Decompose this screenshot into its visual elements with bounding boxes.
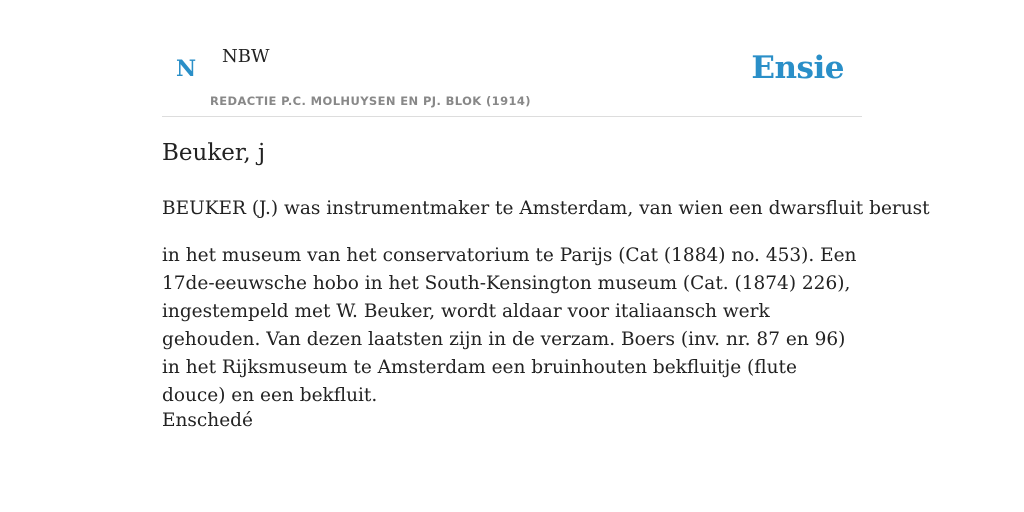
source-logo-icon[interactable]: N	[176, 56, 197, 82]
article-title: Beuker, j	[162, 140, 266, 166]
source-editors: REDACTIE P.C. MOLHUYSEN EN PJ. BLOK (1914)	[210, 94, 531, 108]
page-content	[162, 0, 930, 431]
article-paragraph-1: BEUKER (J.) was instrumentmaker te Amsterdam, van wien een dwarsfluit berust	[162, 198, 930, 219]
source-name[interactable]: NBW	[222, 46, 270, 67]
article-paragraph-2: in het museum van het conservatorium te Parijs (Cat (1884) no. 453). Een 17de-eeuwsche hobo in het South-Kensington museum (Cat. (1874) 226), ingestempeld met W. Beuker, wordt aldaar voor italiaansch werk gehouden. Van dezen laatsten zijn in de verzam. Boers (inv. nr. 87 en 96) in het Rijksmuseum te Amsterdam een bruinhouten bekfluitje (flute douce) en een bekfluit.	[162, 245, 857, 406]
page-header	[162, 0, 862, 117]
article-signature: Enschedé	[162, 410, 253, 431]
brand-logo[interactable]: Ensie	[751, 50, 844, 86]
